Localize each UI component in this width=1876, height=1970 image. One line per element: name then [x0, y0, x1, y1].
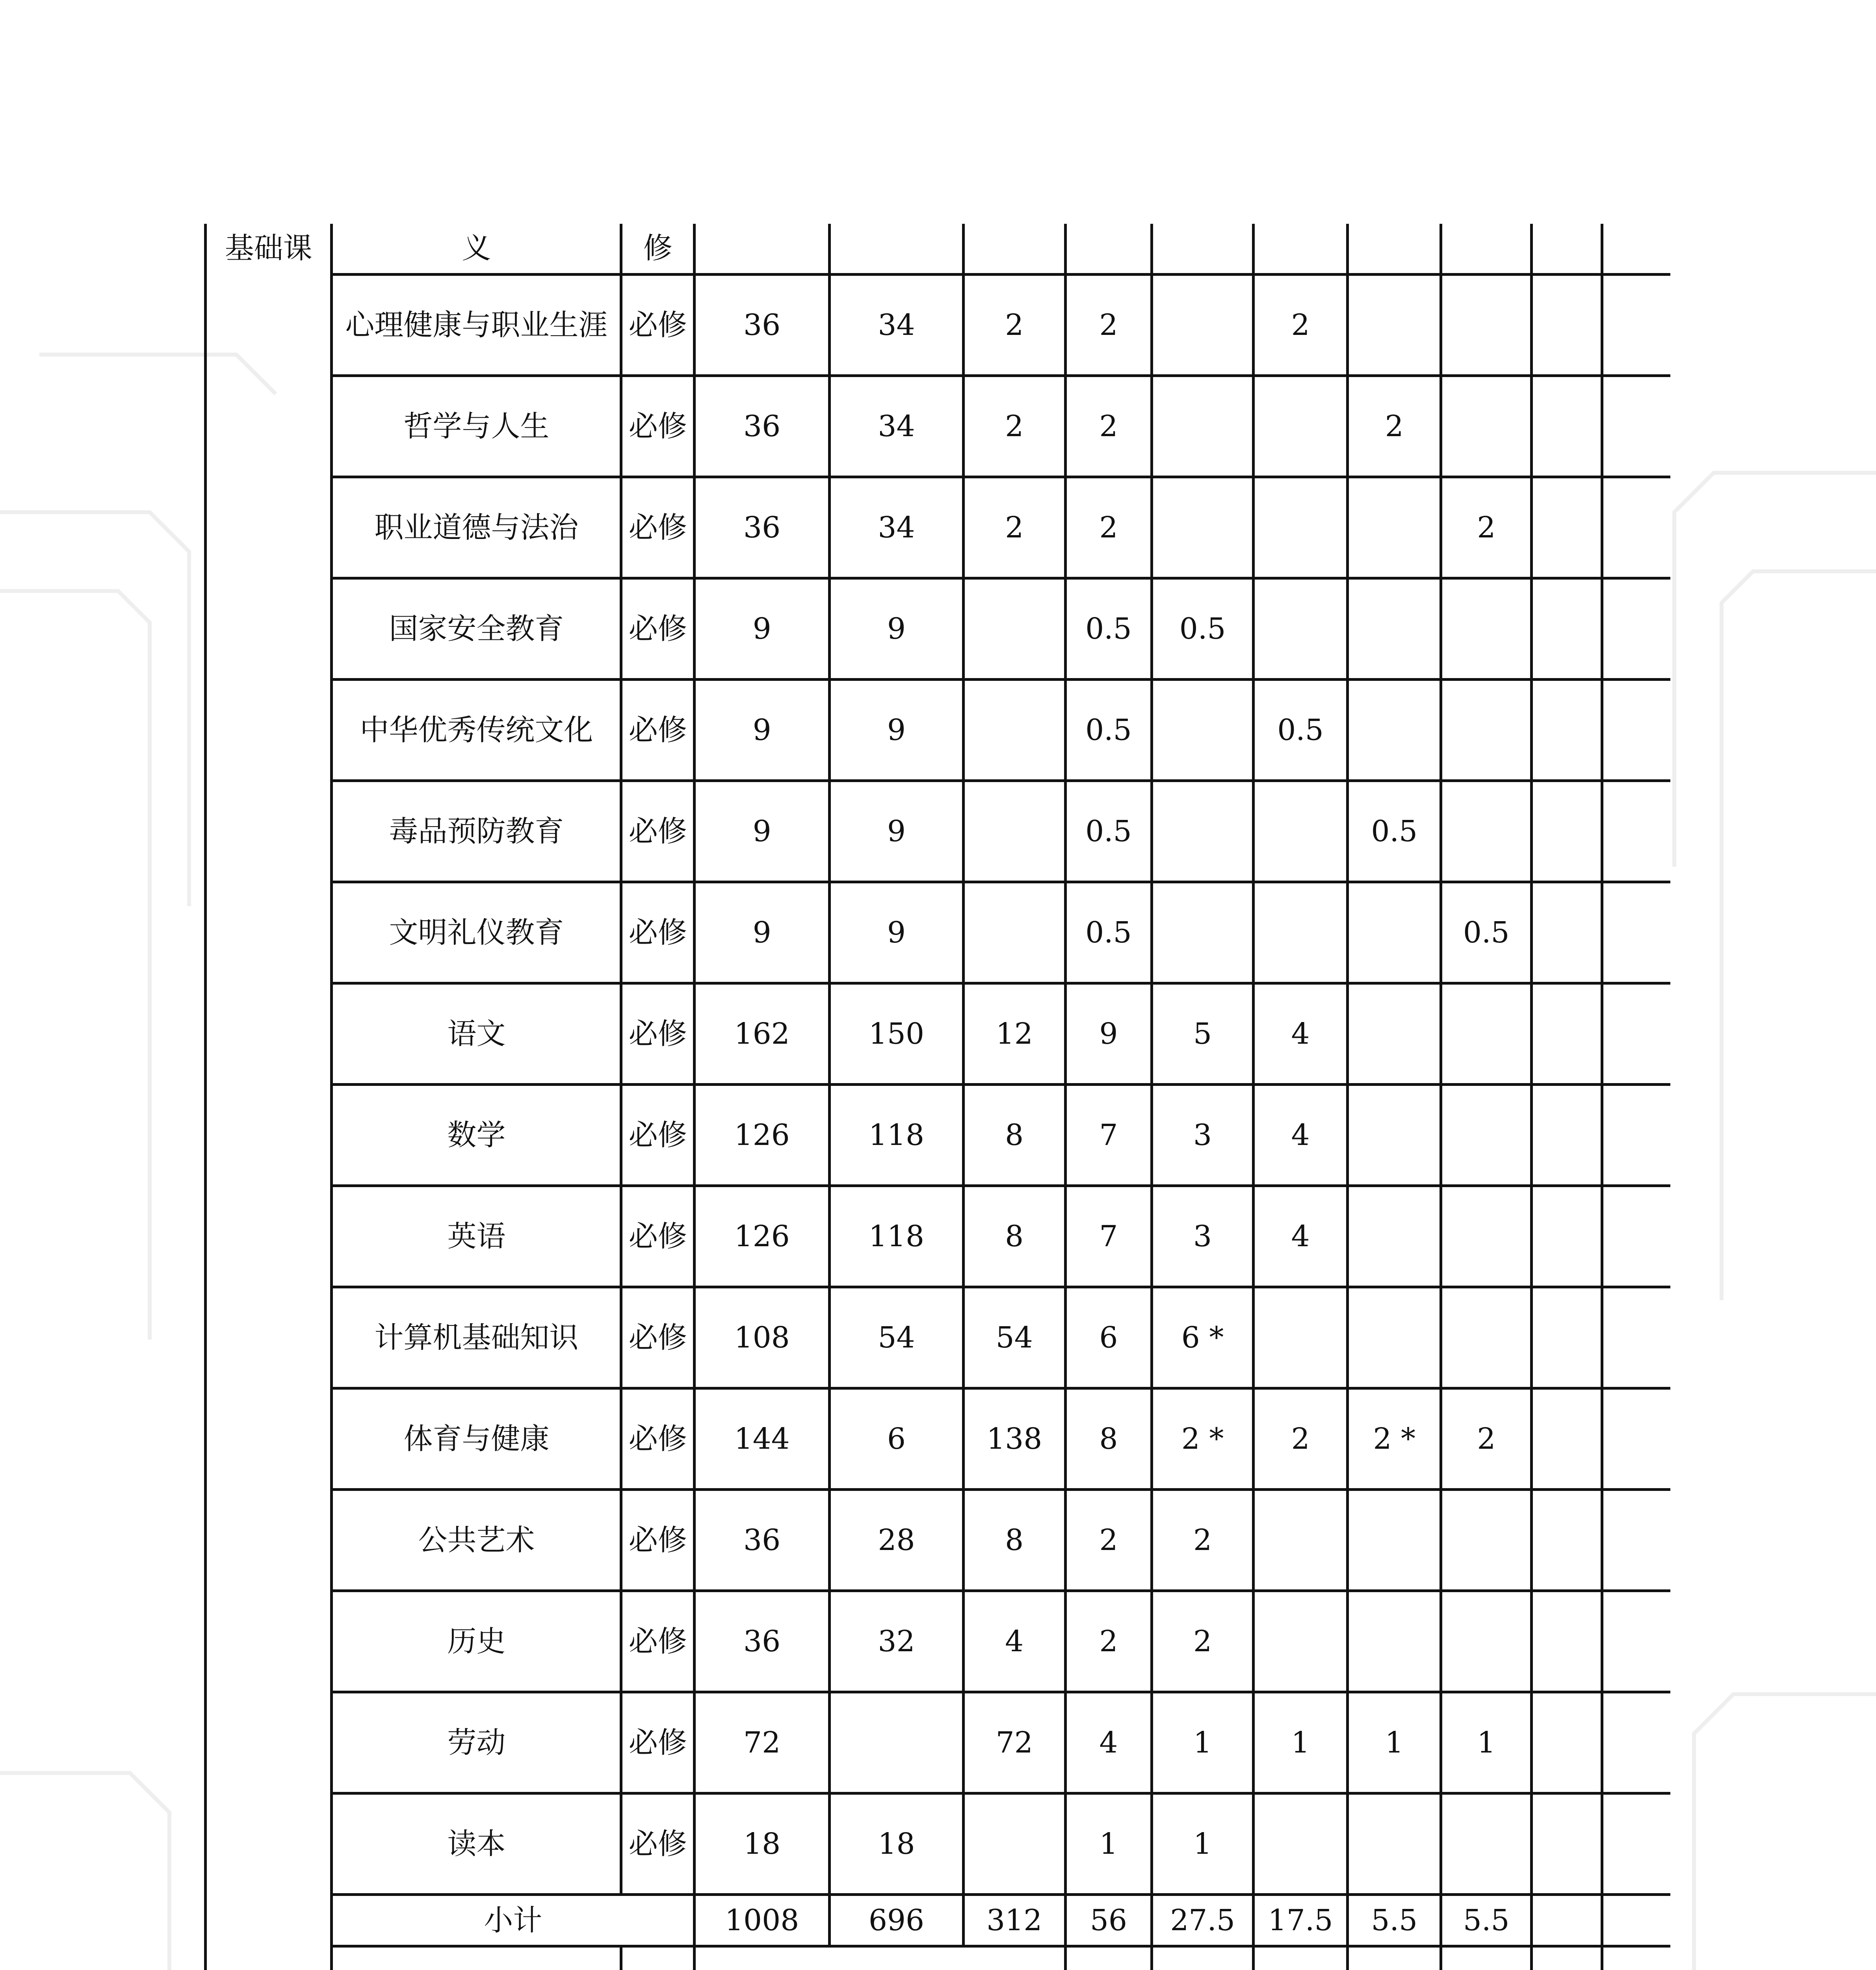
value-cell — [1348, 983, 1441, 1084]
value-cell — [1348, 882, 1441, 983]
value-cell — [1602, 1186, 1670, 1287]
value-cell — [1602, 1388, 1670, 1489]
value-cell: 9 — [695, 578, 830, 679]
course-name-cell: 毒品预防教育 — [332, 781, 621, 882]
value-cell — [1152, 375, 1254, 477]
value-cell — [1441, 983, 1532, 1084]
value-cell — [1253, 1287, 1347, 1388]
subtotal-label: 小计 — [332, 1894, 695, 1946]
value-cell: 28 — [830, 1489, 964, 1591]
value-cell — [1441, 1793, 1532, 1894]
required-cell: 必修 — [621, 375, 695, 477]
value-cell — [1152, 679, 1254, 781]
value-cell: 8 — [963, 1084, 1065, 1186]
value-cell: 34 — [830, 274, 964, 375]
required-cell: 必修 — [621, 983, 695, 1084]
value-cell: 2 — [1065, 1489, 1152, 1591]
data-cell — [830, 224, 964, 274]
course-name-cell: 公共艺术 — [332, 1489, 621, 1591]
value-cell — [1602, 1692, 1670, 1793]
value-cell: 0.5 — [1065, 781, 1152, 882]
value-cell: 36 — [695, 375, 830, 477]
value-cell — [1532, 1793, 1602, 1894]
value-cell: 2 — [1348, 375, 1441, 477]
table-row — [206, 1388, 1671, 1489]
value-cell: 0.5 — [1065, 679, 1152, 781]
value-cell: 2 — [1065, 375, 1152, 477]
value-cell — [1602, 781, 1670, 882]
table-row — [206, 274, 1671, 375]
value-cell — [1152, 274, 1254, 375]
value-cell — [1532, 1692, 1602, 1793]
value-cell: 4 — [1253, 1186, 1347, 1287]
value-cell — [1602, 1894, 1670, 1946]
value-cell: 5 — [1152, 983, 1254, 1084]
value-cell — [1253, 578, 1347, 679]
required-cell: 必修 — [621, 1084, 695, 1186]
value-cell: 2 — [1065, 274, 1152, 375]
value-cell: 2 — [1253, 274, 1347, 375]
data-cell — [1253, 1946, 1347, 1970]
value-cell — [1602, 1489, 1670, 1591]
value-cell — [1602, 1793, 1670, 1894]
value-cell — [1441, 1186, 1532, 1287]
value-cell — [1348, 679, 1441, 781]
value-cell — [1532, 578, 1602, 679]
required-cell: 必修 — [621, 578, 695, 679]
value-cell — [1253, 1591, 1347, 1692]
value-cell — [1532, 679, 1602, 781]
table-row — [206, 477, 1671, 578]
value-cell: 2 — [1152, 1489, 1254, 1591]
value-cell: 1 — [1253, 1692, 1347, 1793]
value-cell: 36 — [695, 1489, 830, 1591]
value-cell: 1 — [1065, 1793, 1152, 1894]
value-cell: 144 — [695, 1388, 830, 1489]
value-cell: 2 — [963, 274, 1065, 375]
value-cell: 0.5 — [1065, 882, 1152, 983]
value-cell — [1441, 1287, 1532, 1388]
value-cell: 2 — [1253, 1388, 1347, 1489]
value-cell — [1532, 1894, 1602, 1946]
table-row — [206, 983, 1671, 1084]
required-cell: 必修 — [621, 1692, 695, 1793]
value-cell — [1348, 274, 1441, 375]
value-cell: 32 — [830, 1591, 964, 1692]
value-cell — [1532, 781, 1602, 882]
table-row — [206, 1591, 1671, 1692]
value-cell — [1602, 1591, 1670, 1692]
value-cell — [1152, 781, 1254, 882]
required-cell — [621, 1946, 695, 1970]
required-cell: 必修 — [621, 1793, 695, 1894]
credit-cell — [1065, 1946, 1152, 1970]
value-cell: 2 * — [1152, 1388, 1254, 1489]
data-cell — [1152, 1946, 1254, 1970]
value-cell — [963, 882, 1065, 983]
value-cell: 34 — [830, 477, 964, 578]
value-cell: 162 — [695, 983, 830, 1084]
value-cell — [1253, 375, 1347, 477]
required-cell: 必修 — [621, 1489, 695, 1591]
data-cell — [1253, 224, 1347, 274]
value-cell — [1253, 1489, 1347, 1591]
value-cell — [1253, 781, 1347, 882]
value-cell: 3 — [1152, 1186, 1254, 1287]
value-cell: 2 — [963, 477, 1065, 578]
note-cell — [695, 1946, 1065, 1970]
table-row — [206, 882, 1671, 983]
value-cell — [1348, 578, 1441, 679]
required-cell: 必修 — [621, 781, 695, 882]
value-cell: 2 — [1065, 1591, 1152, 1692]
value-cell — [1532, 477, 1602, 578]
value-cell: 6 — [1065, 1287, 1152, 1388]
required-cell: 必修 — [621, 1287, 695, 1388]
value-cell: 9 — [830, 578, 964, 679]
value-cell — [1441, 1084, 1532, 1186]
value-cell — [1348, 1287, 1441, 1388]
value-cell: 1 — [1152, 1692, 1254, 1793]
value-cell: 36 — [695, 477, 830, 578]
value-cell: 18 — [830, 1793, 964, 1894]
course-schedule-table — [204, 224, 1670, 1970]
data-cell — [1532, 1946, 1602, 1970]
value-cell: 1 — [1441, 1692, 1532, 1793]
required-cell: 必修 — [621, 679, 695, 781]
value-cell — [1602, 983, 1670, 1084]
data-cell — [1602, 1946, 1670, 1970]
required-cell: 必修 — [621, 1186, 695, 1287]
table-row — [206, 1946, 1671, 1970]
data-cell — [1602, 224, 1670, 274]
value-cell: 2 * — [1348, 1388, 1441, 1489]
value-cell: 0.5 — [1348, 781, 1441, 882]
value-cell: 1008 — [695, 1894, 830, 1946]
table-row — [206, 375, 1671, 477]
value-cell: 6 — [830, 1388, 964, 1489]
table-row — [206, 578, 1671, 679]
table-row — [206, 1692, 1671, 1793]
value-cell: 56 — [1065, 1894, 1152, 1946]
value-cell: 118 — [830, 1186, 964, 1287]
table-row — [206, 1793, 1671, 1894]
value-cell: 2 — [963, 375, 1065, 477]
value-cell — [1532, 375, 1602, 477]
value-cell — [963, 1793, 1065, 1894]
required-cell: 必修 — [621, 1388, 695, 1489]
course-name-cell: 读本 — [332, 1793, 621, 1894]
value-cell — [1152, 882, 1254, 983]
data-cell — [695, 224, 830, 274]
value-cell — [1532, 882, 1602, 983]
value-cell: 4 — [1253, 1084, 1347, 1186]
course-name-cell: 哲学与人生 — [332, 375, 621, 477]
value-cell: 7 — [1065, 1186, 1152, 1287]
value-cell — [1441, 781, 1532, 882]
value-cell — [1441, 679, 1532, 781]
value-cell: 4 — [1253, 983, 1347, 1084]
course-name-cell: 语文 — [332, 983, 621, 1084]
value-cell: 3 — [1152, 1084, 1254, 1186]
value-cell: 27.5 — [1152, 1894, 1254, 1946]
value-cell — [1532, 1489, 1602, 1591]
value-cell: 2 — [1441, 477, 1532, 578]
value-cell: 12 — [963, 983, 1065, 1084]
value-cell — [830, 1692, 964, 1793]
value-cell: 2 — [1152, 1591, 1254, 1692]
value-cell: 0.5 — [1253, 679, 1347, 781]
data-cell — [1348, 1946, 1441, 1970]
value-cell: 8 — [1065, 1388, 1152, 1489]
value-cell — [1348, 477, 1441, 578]
value-cell: 7 — [1065, 1084, 1152, 1186]
value-cell — [1602, 578, 1670, 679]
required-cell: 必修 — [621, 1591, 695, 1692]
course-name-cell: 国家安全教育 — [332, 578, 621, 679]
value-cell — [1441, 1489, 1532, 1591]
value-cell: 4 — [1065, 1692, 1152, 1793]
value-cell — [1602, 882, 1670, 983]
value-cell — [1152, 477, 1254, 578]
value-cell — [1532, 1287, 1602, 1388]
value-cell: 54 — [830, 1287, 964, 1388]
table-row — [206, 1186, 1671, 1287]
value-cell — [1602, 679, 1670, 781]
value-cell: 696 — [830, 1894, 964, 1946]
value-cell: 2 — [1065, 477, 1152, 578]
course-name-cell — [332, 1946, 621, 1970]
value-cell — [1441, 578, 1532, 679]
value-cell — [1532, 1084, 1602, 1186]
course-name-cell: 义 — [332, 224, 621, 274]
value-cell — [1348, 1489, 1441, 1591]
value-cell: 312 — [963, 1894, 1065, 1946]
value-cell: 0.5 — [1065, 578, 1152, 679]
value-cell: 18 — [695, 1793, 830, 1894]
data-cell — [1065, 224, 1152, 274]
value-cell: 2 — [1441, 1388, 1532, 1489]
data-cell — [1152, 224, 1254, 274]
value-cell — [963, 679, 1065, 781]
value-cell: 118 — [830, 1084, 964, 1186]
required-cell: 修 — [621, 224, 695, 274]
course-name-cell: 中华优秀传统文化 — [332, 679, 621, 781]
value-cell: 9 — [830, 882, 964, 983]
value-cell — [1602, 477, 1670, 578]
value-cell: 9 — [1065, 983, 1152, 1084]
course-name-cell: 文明礼仪教育 — [332, 882, 621, 983]
value-cell — [1348, 1793, 1441, 1894]
course-name-cell: 英语 — [332, 1186, 621, 1287]
value-cell: 4 — [963, 1591, 1065, 1692]
value-cell: 36 — [695, 274, 830, 375]
table-row — [206, 1084, 1671, 1186]
value-cell: 0.5 — [1441, 882, 1532, 983]
required-cell: 必修 — [621, 882, 695, 983]
course-name-cell: 历史 — [332, 1591, 621, 1692]
value-cell: 5.5 — [1348, 1894, 1441, 1946]
value-cell — [1532, 983, 1602, 1084]
value-cell: 72 — [695, 1692, 830, 1793]
value-cell: 9 — [830, 679, 964, 781]
data-cell — [963, 224, 1065, 274]
value-cell: 5.5 — [1441, 1894, 1532, 1946]
value-cell — [1441, 274, 1532, 375]
data-cell — [1532, 224, 1602, 274]
value-cell: 34 — [830, 375, 964, 477]
table-row — [206, 781, 1671, 882]
value-cell: 6 * — [1152, 1287, 1254, 1388]
data-cell — [1441, 224, 1532, 274]
category-public-basic: 基础课 — [206, 224, 332, 1970]
value-cell: 126 — [695, 1084, 830, 1186]
required-cell: 必修 — [621, 274, 695, 375]
value-cell — [1253, 882, 1347, 983]
value-cell: 54 — [963, 1287, 1065, 1388]
value-cell — [1253, 477, 1347, 578]
value-cell — [1602, 375, 1670, 477]
data-cell — [1441, 1946, 1532, 1970]
value-cell — [1441, 375, 1532, 477]
value-cell: 8 — [963, 1489, 1065, 1591]
table-row — [206, 679, 1671, 781]
course-name-cell: 数学 — [332, 1084, 621, 1186]
value-cell — [963, 578, 1065, 679]
value-cell: 1 — [1348, 1692, 1441, 1793]
value-cell: 9 — [695, 679, 830, 781]
value-cell: 108 — [695, 1287, 830, 1388]
course-name-cell: 体育与健康 — [332, 1388, 621, 1489]
course-name-cell: 计算机基础知识 — [332, 1287, 621, 1388]
value-cell: 9 — [695, 781, 830, 882]
subtotal-row — [206, 1894, 1671, 1946]
value-cell: 150 — [830, 983, 964, 1084]
value-cell — [963, 781, 1065, 882]
value-cell — [1602, 274, 1670, 375]
value-cell — [1602, 1084, 1670, 1186]
course-name-cell: 劳动 — [332, 1692, 621, 1793]
value-cell: 9 — [830, 781, 964, 882]
value-cell — [1348, 1591, 1441, 1692]
data-cell — [1348, 224, 1441, 274]
value-cell — [1253, 1793, 1347, 1894]
value-cell — [1602, 1287, 1670, 1388]
value-cell: 8 — [963, 1186, 1065, 1287]
value-cell — [1348, 1186, 1441, 1287]
table-row — [206, 1287, 1671, 1388]
required-cell: 必修 — [621, 477, 695, 578]
value-cell — [1441, 1591, 1532, 1692]
value-cell: 126 — [695, 1186, 830, 1287]
course-name-cell: 心理健康与职业生涯 — [332, 274, 621, 375]
value-cell: 72 — [963, 1692, 1065, 1793]
value-cell — [1532, 1186, 1602, 1287]
value-cell — [1348, 1084, 1441, 1186]
value-cell — [1532, 1388, 1602, 1489]
value-cell — [1532, 1591, 1602, 1692]
value-cell: 0.5 — [1152, 578, 1254, 679]
value-cell: 1 — [1152, 1793, 1254, 1894]
value-cell: 36 — [695, 1591, 830, 1692]
course-name-cell: 职业道德与法治 — [332, 477, 621, 578]
value-cell: 138 — [963, 1388, 1065, 1489]
value-cell: 9 — [695, 882, 830, 983]
value-cell: 17.5 — [1253, 1894, 1347, 1946]
table-row — [206, 1489, 1671, 1591]
value-cell — [1532, 274, 1602, 375]
